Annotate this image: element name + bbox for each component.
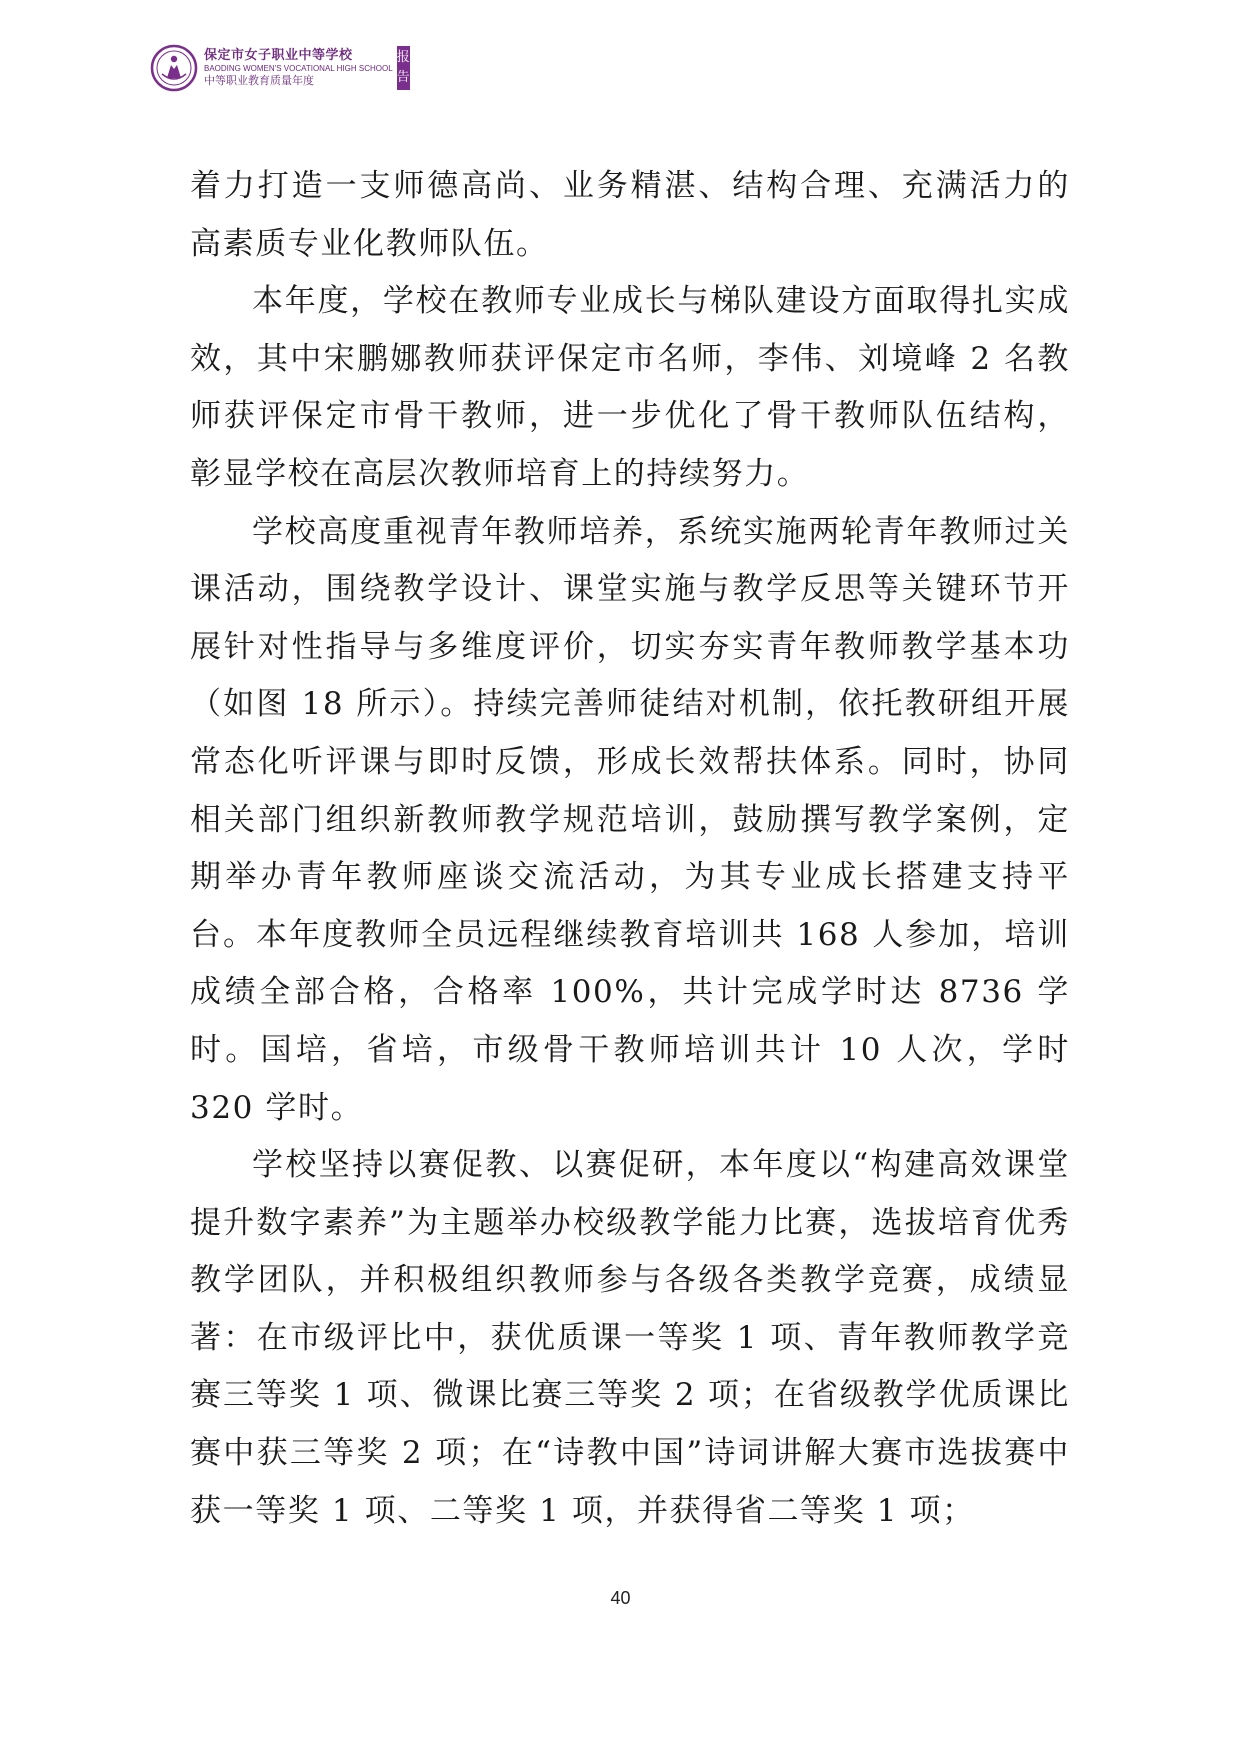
- page-number: 40: [610, 1588, 631, 1608]
- report-subtitle: 中等职业教育质量年度: [204, 74, 314, 88]
- paragraph-teacher-growth: 本年度，学校在教师专业成长与梯队建设方面取得扎实成效，其中宋鹏娜教师获评保定市名师，李伟、刘境峰 2 名教师获评保定市骨干教师，进一步优化了骨干教师队伍结构，彰显学校在高层次教师培育上的持续努力。: [190, 283, 1070, 492]
- paragraph-competitions: 学校坚持以赛促教、以赛促研，本年度以“构建高效课堂 提升数字素养”为主题举办校级教学能力比赛，选拔培育优秀教学团队，并积极组织教师参与各级各类教学竞赛，成绩显著：在市级评比中，获优质课一等奖 1 项、青年教师教学竞赛三等奖 1 项、微课比赛三等奖 2 项；在省级教学优质课比赛中获三等奖 2 项；在“诗教中国”诗词讲解大赛市选拔赛中获一等奖 1 项、二等奖 1 项，并获得省二等奖 1 项；: [190, 1147, 1070, 1529]
- school-emblem-icon: [150, 44, 198, 92]
- page-header: [150, 42, 410, 94]
- paragraph-young-teachers: 学校高度重视青年教师培养，系统实施两轮青年教师过关课活动，围绕教学设计、课堂实施与教学反思等关键环节开展针对性指导与多维度评价，切实夯实青年教师教学基本功（如图 18 所示）。持续完善师徒结对机制，依托教研组开展常态化听评课与即时反馈，形成长效帮扶体系。同时，协同相关部门组织新教师教学规范培训，鼓励撰写教学案例，定期举办青年教师座谈交流活动，为其专业成长搭建支持平台。本年度教师全员远程继续教育培训共 168 人参加，培训成绩全部合格，合格率 100%，共计完成学时达 8736 学时。国培，省培，市级骨干教师培训共计 10 人次，学时 320 学时。: [190, 513, 1070, 1126]
- document-body: [190, 158, 1070, 1540]
- paragraph-continuation: 着力打造一支师德高尚、业务精湛、结构合理、充满活力的高素质专业化教师队伍。: [190, 168, 1070, 262]
- report-tag: 报告: [397, 46, 410, 90]
- school-name-en: BAODING WOMEN'S VOCATIONAL HIGH SCHOOL: [204, 63, 393, 73]
- header-text-block: [204, 49, 393, 87]
- school-name-cn: 保定市女子职业中等学校: [204, 48, 353, 64]
